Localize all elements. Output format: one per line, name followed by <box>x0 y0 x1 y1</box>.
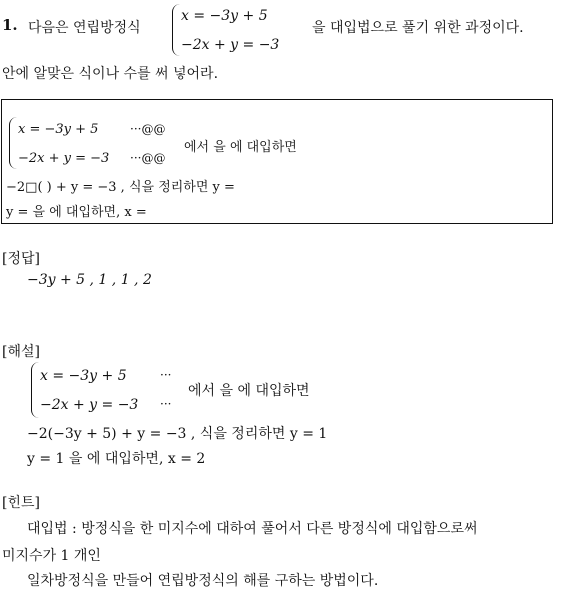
explanation-header: [해설] <box>2 344 40 360</box>
system-brace <box>172 4 181 56</box>
hint-line3: 일차방정식을 만들어 연립방정식의 해를 구하는 방법이다. <box>27 573 379 589</box>
explanation-brace <box>31 362 40 418</box>
explanation-line4: y = 1 을 에 대입하면, x = 2 <box>27 451 206 467</box>
problem-eq1: x = −3y + 5 <box>181 8 268 24</box>
box-line4: y = 을 에 대입하면, x = <box>6 205 147 220</box>
explanation-eq1-mark: ··· <box>160 368 172 382</box>
hint-header: [힌트] <box>2 495 40 511</box>
explanation-sub-text: 에서 을 에 대입하면 <box>188 383 310 399</box>
box-sub-text: 에서 을 에 대입하면 <box>184 140 297 155</box>
answer-header: [정답] <box>2 251 40 267</box>
explanation-eq2-mark: ··· <box>160 397 172 411</box>
problem-tail: 을 대입법으로 풀기 위한 과정이다. <box>312 20 524 36</box>
problem-line2: 안에 알맞은 식이나 수를 써 넣어라. <box>2 66 219 82</box>
answer-values: −3y + 5 , 1 , 1 , 2 <box>27 272 152 288</box>
explanation-line3: −2(−3y + 5) + y = −3 , 식을 정리하면 y = 1 <box>27 426 328 442</box>
problem-lead: 다음은 연립방정식 <box>28 20 141 36</box>
problem-eq2: −2x + y = −3 <box>181 37 280 53</box>
hint-line2: 미지수가 1 개인 <box>2 548 101 564</box>
box-eq2: −2x + y = −3 <box>18 151 110 166</box>
box-brace <box>9 117 18 169</box>
explanation-eq1: x = −3y + 5 <box>40 368 127 384</box>
hint-line1: 대입법 : 방정식을 한 미지수에 대하여 풀어서 다른 방정식에 대입함으로써 <box>27 521 478 537</box>
box-eq1: x = −3y + 5 <box>18 122 99 137</box>
problem-number: 1. <box>2 16 18 34</box>
explanation-eq2: −2x + y = −3 <box>40 397 139 413</box>
box-eq2-mark: ···@@ <box>130 151 166 165</box>
box-line3: −2□( ) + y = −3 , 식을 정리하면 y = <box>6 180 235 195</box>
box-eq1-mark: ···@@ <box>130 122 166 136</box>
